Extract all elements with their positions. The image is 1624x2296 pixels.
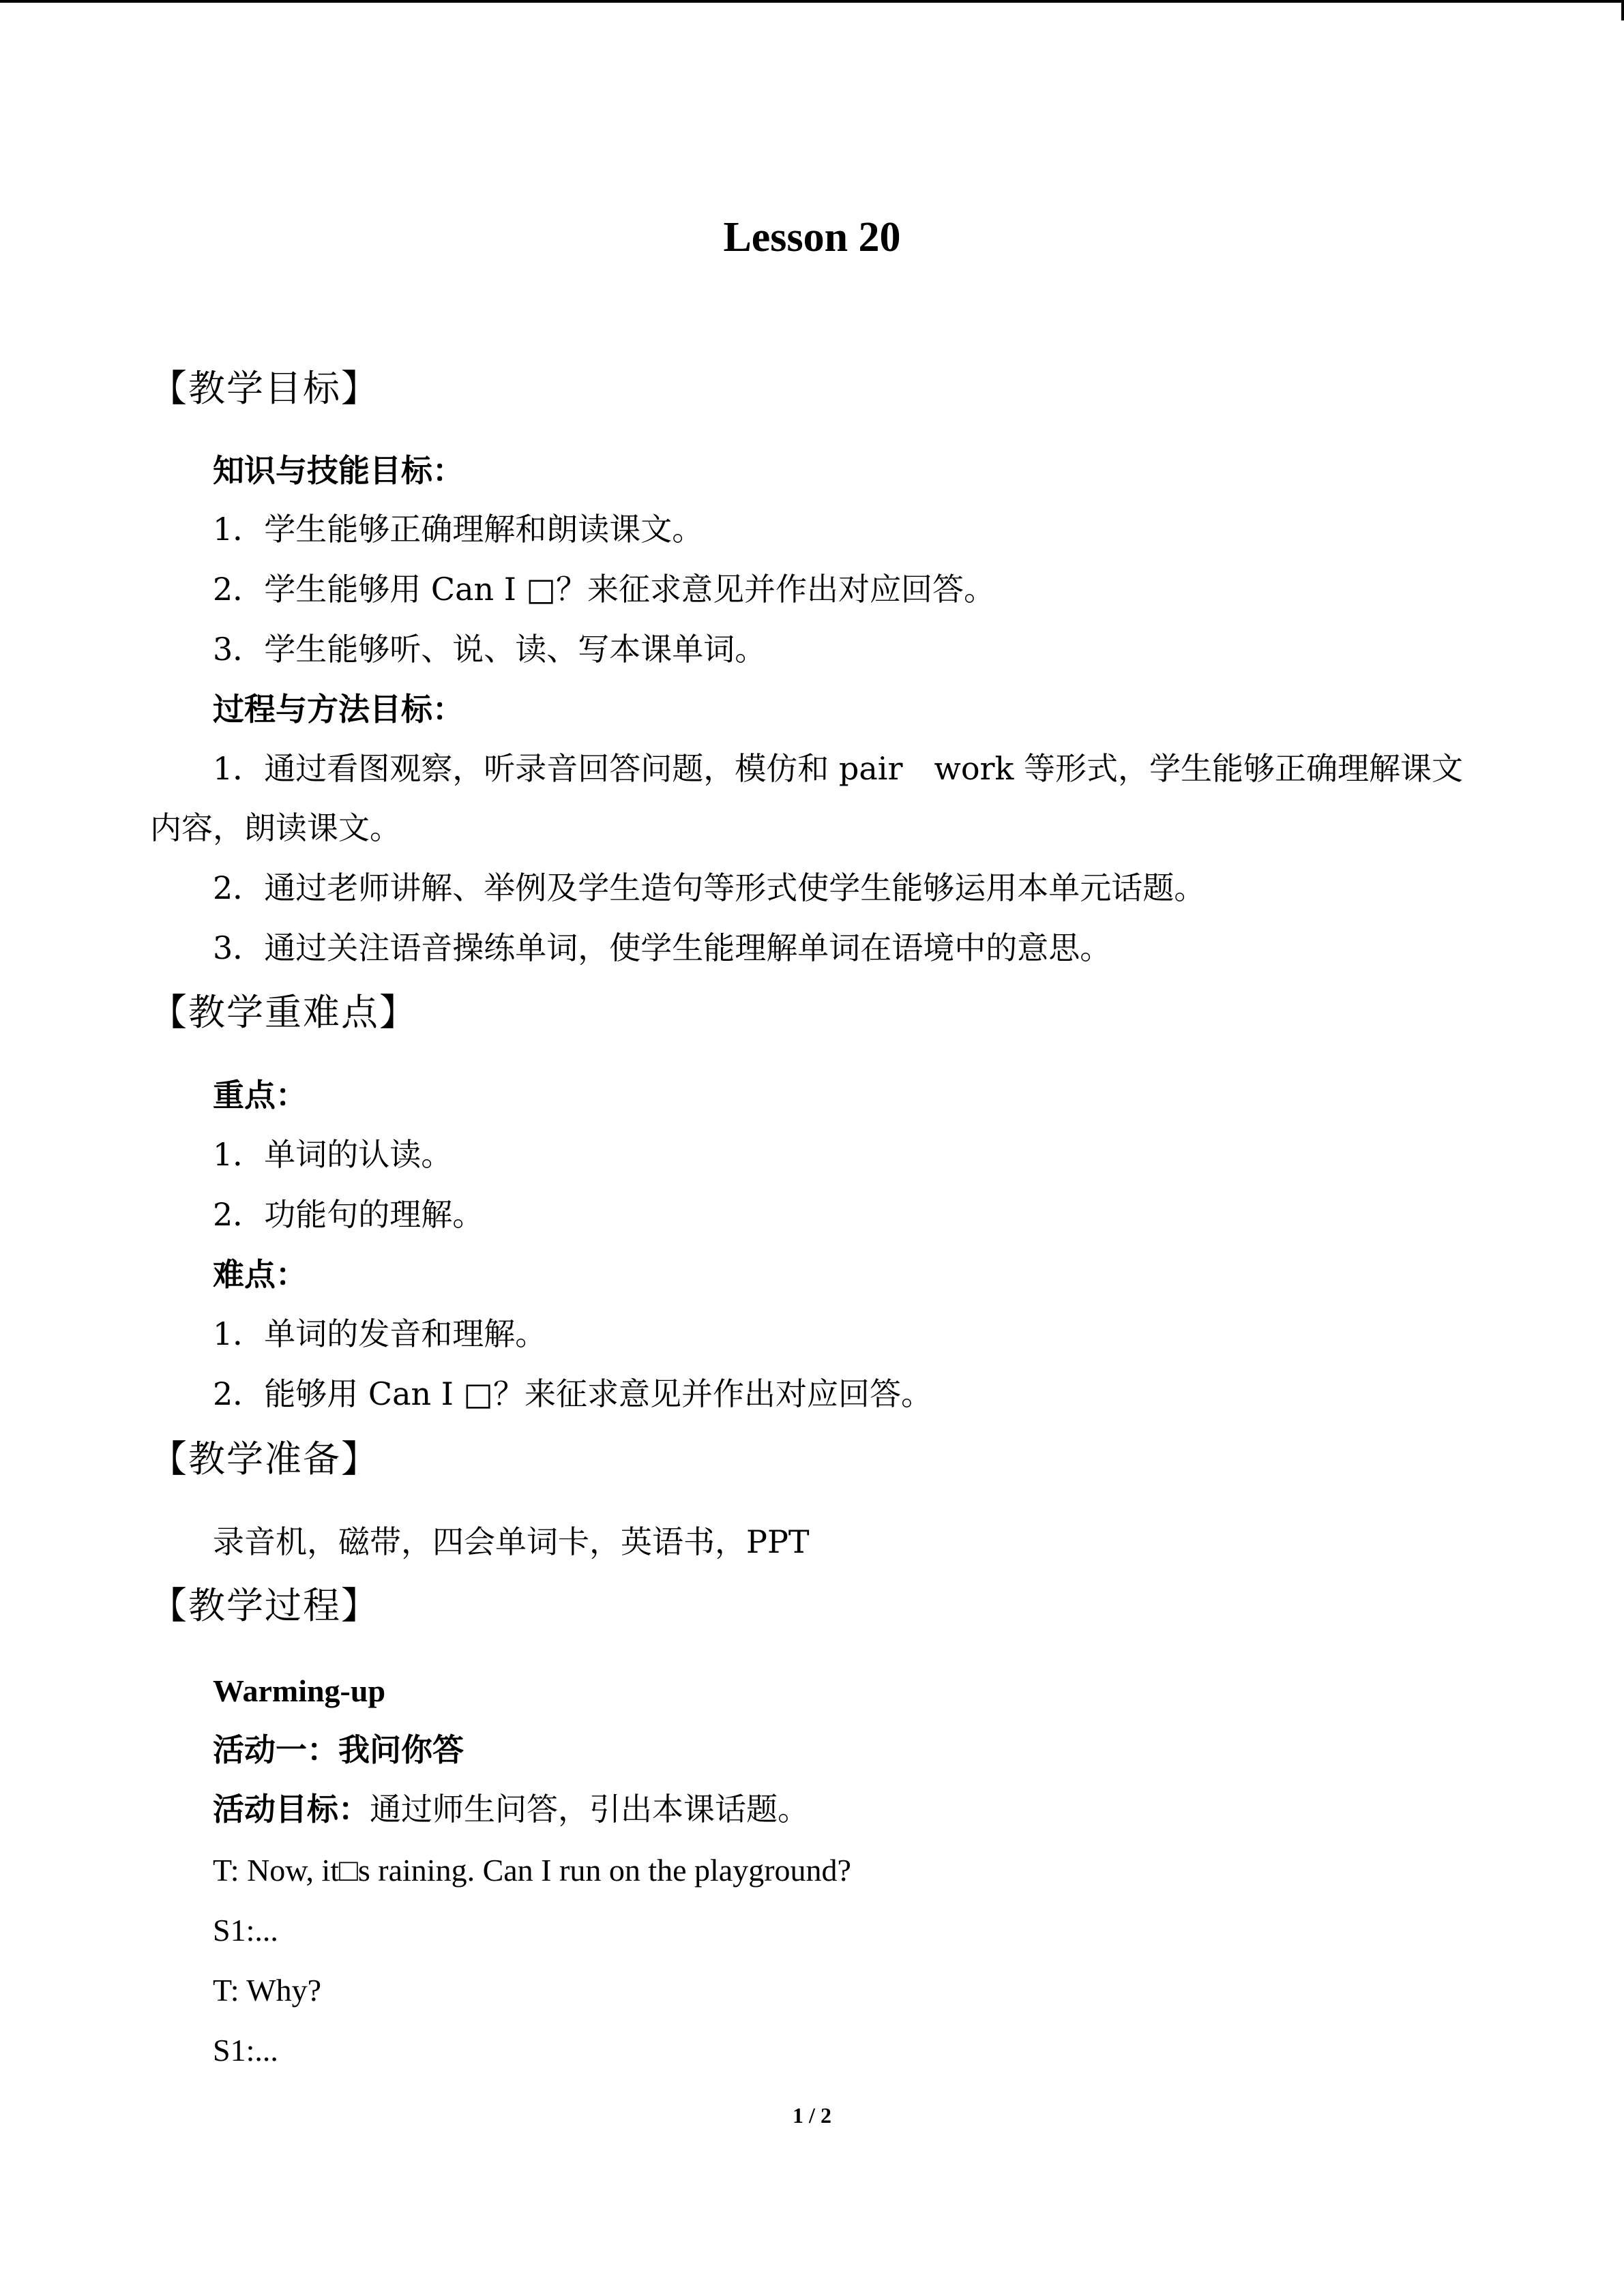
difficulty-label: 难点： <box>213 1256 307 1293</box>
warmup-label: Warming-up <box>213 1673 386 1708</box>
process-item-2: 2．通过老师讲解、举例及学生造句等形式使学生能够运用本单元话题。 <box>213 869 1206 906</box>
knowledge-skills-label: 知识与技能目标： <box>213 452 464 489</box>
difficulty-item-2: 2．能够用 Can I □？来征求意见并作出对应回答。 <box>213 1375 933 1412</box>
page-number: 1 / 2 <box>793 2103 831 2128</box>
process-item-3: 3．通过关注语音操练单词，使学生能理解单词在语境中的意思。 <box>213 929 1112 966</box>
dialogue-line-4: S1:... <box>213 2033 278 2068</box>
activity-one-label: 活动一：我问你答 <box>213 1731 464 1768</box>
dialogue-line-3: T: Why? <box>213 1973 322 2008</box>
section-heading-key-points: 【教学重难点】 <box>150 991 417 1034</box>
difficulty-item-1: 1．单词的发音和理解。 <box>213 1315 547 1352</box>
dialogue-line-1: T: Now, it□s raining. Can I run on the playground? <box>213 1853 851 1888</box>
focus-label: 重点： <box>213 1077 307 1114</box>
corner-border-line <box>1621 0 1624 20</box>
dialogue-line-2: S1:... <box>213 1913 278 1948</box>
focus-item-2: 2．功能句的理解。 <box>213 1196 484 1233</box>
section-heading-objectives: 【教学目标】 <box>150 367 379 410</box>
focus-item-1: 1．单词的认读。 <box>213 1136 453 1173</box>
section-heading-procedure: 【教学过程】 <box>150 1584 379 1627</box>
top-border-line <box>0 0 1624 3</box>
knowledge-item-3: 3．学生能够听、说、读、写本课单词。 <box>213 631 767 668</box>
section-heading-preparation: 【教学准备】 <box>150 1437 379 1480</box>
knowledge-item-1: 1．学生能够正确理解和朗读课文。 <box>213 511 704 548</box>
activity-goal-line <box>213 1789 809 1830</box>
process-item-1-line-a: 1．通过看图观察，听录音回答问题，模仿和 pair work 等形式，学生能够正确理解课文 <box>213 750 1464 787</box>
process-item-1-line-b: 内容，朗读课文。 <box>150 809 401 846</box>
preparation-text: 录音机，磁带，四会单词卡，英语书，PPT <box>213 1523 810 1560</box>
knowledge-item-2: 2．学生能够用 Can I □？来征求意见并作出对应回答。 <box>213 571 996 608</box>
process-methods-label: 过程与方法目标： <box>213 691 464 728</box>
document-title: Lesson 20 <box>723 214 901 260</box>
activity-goal-label: 活动目标： <box>213 1791 370 1828</box>
activity-goal-text: 通过师生问答，引出本课话题。 <box>370 1791 809 1828</box>
